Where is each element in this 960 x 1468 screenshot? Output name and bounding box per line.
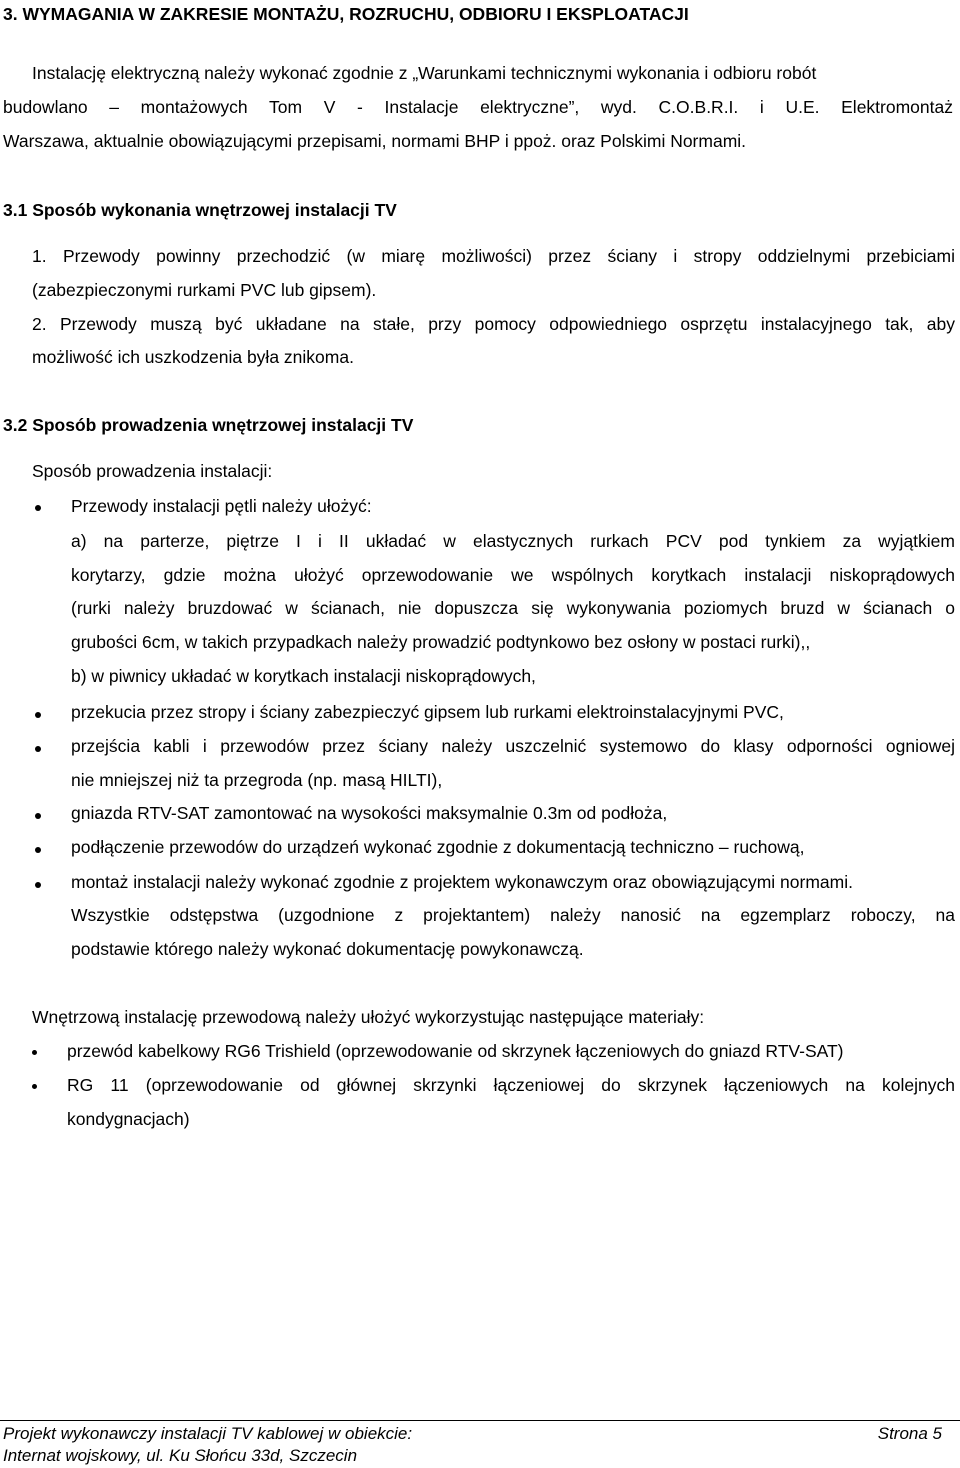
bullet-icon [35, 746, 41, 752]
footer-page-number: Strona 5 [877, 1424, 942, 1443]
bullet-1-sub-a-line-2: korytarzy, gdzie można ułożyć oprzewodowanie we wspólnych korytkach instalacji niskoprądowych [71, 565, 955, 585]
intro-line-2: budowlano – montażowych Tom V - Instalacje elektryczne”, wyd. C.O.B.R.I. i U.E. Elektromontaż [3, 97, 953, 117]
bullet-1-sub-b-line-1: b) w piwnicy układać w korytkach instalacji niskoprądowych, [71, 666, 536, 686]
section-3-2-lead: Sposób prowadzenia instalacji: [32, 461, 273, 481]
footer-project: Projekt wykonawczy instalacji TV kablowej w obiekcie: [3, 1424, 413, 1443]
bullet-icon [35, 712, 41, 718]
footer-divider [0, 1420, 960, 1421]
section-3-1-title: 3.1 Sposób wykonania wnętrzowej instalacji TV [3, 200, 397, 220]
bullet-4-line-1: gniazda RTV-SAT zamontować na wysokości maksymalnie 0.3m od podłoża, [71, 803, 668, 823]
material-2-line-1: RG 11 (oprzewodowanie od głównej skrzynki łączeniowej do skrzynek łączeniowych na kolejnych [67, 1075, 955, 1095]
materials-lead: Wnętrzową instalację przewodową należy ułożyć wykorzystując następujące materiały: [32, 1007, 705, 1027]
section-3-1-item-2-line-1: 2. Przewody muszą być układane na stałe, przy pomocy odpowiedniego osprzętu instalacyjnego tak, aby [32, 314, 955, 334]
bullet-1-sub-a-line-1: a) na parterze, piętrze I i II układać w elastycznych rurkach PCV pod tynkiem za wyjątkiem [71, 531, 955, 551]
intro-line-1: Instalację elektryczną należy wykonać zgodnie z „Warunkami technicznymi wykonania i odbioru robót [32, 63, 817, 83]
bullet-6-line-1: montaż instalacji należy wykonać zgodnie z projektem wykonawczym oraz obowiązującymi normami. [71, 872, 853, 892]
bullet-3-line-1: przejścia kabli i przewodów przez ściany należy uszczelnić systemowo do klasy odporności ogniowej [71, 736, 955, 756]
bullet-6-line-3: podstawie którego należy wykonać dokumentację powykonawczą. [71, 939, 584, 959]
bullet-2-line-1: przekucia przez stropy i ściany zabezpieczyć gipsem lub rurkami elektroinstalacyjnymi PVC, [71, 702, 784, 722]
bullet-icon [32, 1050, 37, 1055]
section-3-1-item-1-line-1: 1. Przewody powinny przechodzić (w miarę możliwości) przez ściany i stropy oddzielnymi przebiciami [32, 246, 955, 266]
bullet-6-line-2: Wszystkie odstępstwa (uzgodnione z projektantem) należy nanosić na egzemplarz roboczy, na [71, 905, 955, 925]
bullet-icon [35, 847, 41, 853]
material-1-line-1: przewód kabelkowy RG6 Trishield (oprzewodowanie od skrzynek łączeniowych do gniazd RTV-SAT) [67, 1041, 844, 1061]
section-3-1-item-2-line-2: możliwość ich uszkodzenia była znikoma. [32, 347, 354, 367]
material-2-line-2: kondygnacjach) [67, 1109, 190, 1129]
bullet-icon [35, 505, 41, 511]
bullet-icon [35, 813, 41, 819]
section-3-title: 3. WYMAGANIA W ZAKRESIE MONTAŻU, ROZRUCHU, ODBIORU I EKSPLOATACJI [3, 4, 689, 24]
bullet-icon [35, 882, 41, 888]
section-3-1-item-1-line-2: (zabezpieczonymi rurkami PVC lub gipsem). [32, 280, 377, 300]
footer-address: Internat wojskowy, ul. Ku Słońcu 33d, Szczecin [3, 1446, 358, 1465]
bullet-3-line-2: nie mniejszej niż ta przegroda (np. masą HILTI), [71, 770, 443, 790]
bullet-5-line-1: podłączenie przewodów do urządzeń wykonać zgodnie z dokumentacją techniczno – ruchową, [71, 837, 805, 857]
bullet-1-line-1: Przewody instalacji pętli należy ułożyć: [71, 496, 372, 516]
bullet-1-sub-a-line-3: (rurki należy bruzdować w ścianach, nie dopuszcza się wykonywania poziomych bruzd w ścianach o [71, 598, 955, 618]
bullet-1-sub-a-line-4: grubości 6cm, w takich przypadkach należy prowadzić podtynkowo bez osłony w postaci rurki),, [71, 632, 811, 652]
section-3-2-title: 3.2 Sposób prowadzenia wnętrzowej instalacji TV [3, 415, 414, 435]
intro-line-3: Warszawa, aktualnie obowiązującymi przepisami, normami BHP i ppoż. oraz Polskimi Normami. [3, 131, 747, 151]
bullet-icon [32, 1084, 37, 1089]
